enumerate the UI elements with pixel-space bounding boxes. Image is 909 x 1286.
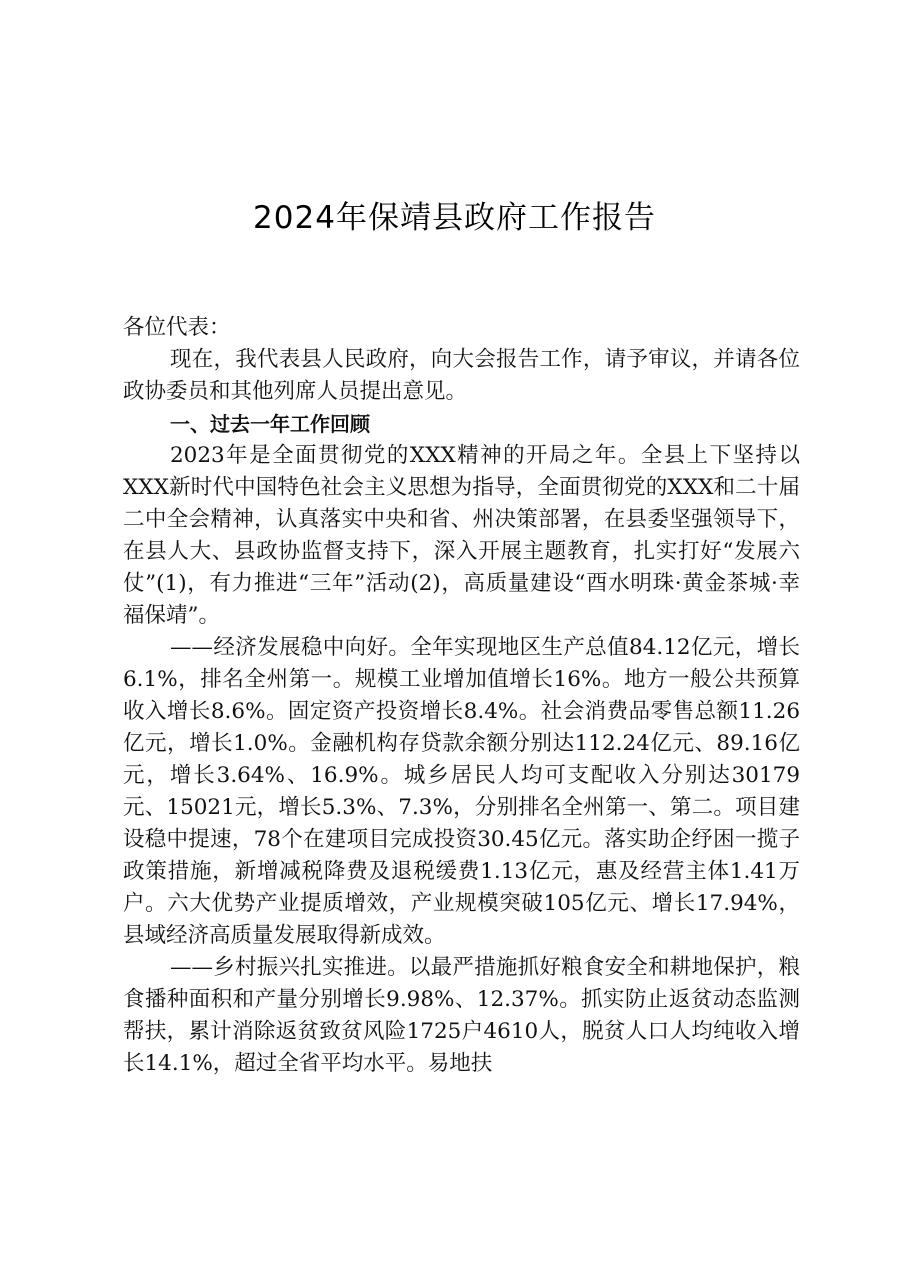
document-title: 2024年保靖县政府工作报告 bbox=[253, 200, 656, 236]
opening-paragraph: 现在，我代表县人民政府，向大会报告工作，请予审议，并请各位政协委员和其他列席人员提出意见。 bbox=[123, 347, 800, 404]
economy-paragraph: ——经济发展稳中向好。全年实现地区生产总值84.12亿元，增长6.1%，排名全州第一。规模工业增加值增长16%。地方一般公共预算收入增长8.6%。固定资产投资增长8.4%。社会消费品零售总额11.26亿元，增长1.0%。金融机构存贷款余额分别达112.24亿元、89.16亿元，增长3.64%、16.9%。城乡居民人均可支配收入分别达30179元、15021元，增长5.3%、7.3%，分别排名全州第一、第二。项目建设稳中提速，78个在建项目完成投资30.45亿元。落实助企纾困一揽子政策措施，新增减税降费及退税缓费1.13亿元，惠及经营主体1.41万户。六大优势产业提质增效，产业规模突破105亿元、增长17.94%，县域经济高质量发展取得新成效。 bbox=[123, 635, 800, 948]
salutation: 各位代表： bbox=[123, 315, 231, 340]
intro-paragraph: 2023年是全面贯彻党的XXX精神的开局之年。全县上下坚持以XXX新时代中国特色社会主义思想为指导，全面贯彻党的XXX和二十届二中全会精神，认真落实中央和省、州决策部署，在县委坚强领导下，在县人大、县政协监督支持下，深入开展主题教育，扎实打好“发展六仗”(1)，有力推进“三年”活动(2)，高质量建设“酉水明珠·黄金茶城·幸福保靖”。 bbox=[123, 443, 800, 628]
document-body bbox=[123, 312, 800, 1080]
section-heading: 一、过去一年工作回顾 bbox=[170, 412, 370, 436]
rural-paragraph: ——乡村振兴扎实推进。以最严措施抓好粮食安全和耕地保护，粮食播种面积和产量分别增长9.98%、12.37%。抓实防止返贫动态监测帮扶，累计消除返贫致贫风险1725户4610人，脱贫人口人均纯收入增长14.1%，超过全省平均水平。易地扶 bbox=[123, 955, 800, 1076]
